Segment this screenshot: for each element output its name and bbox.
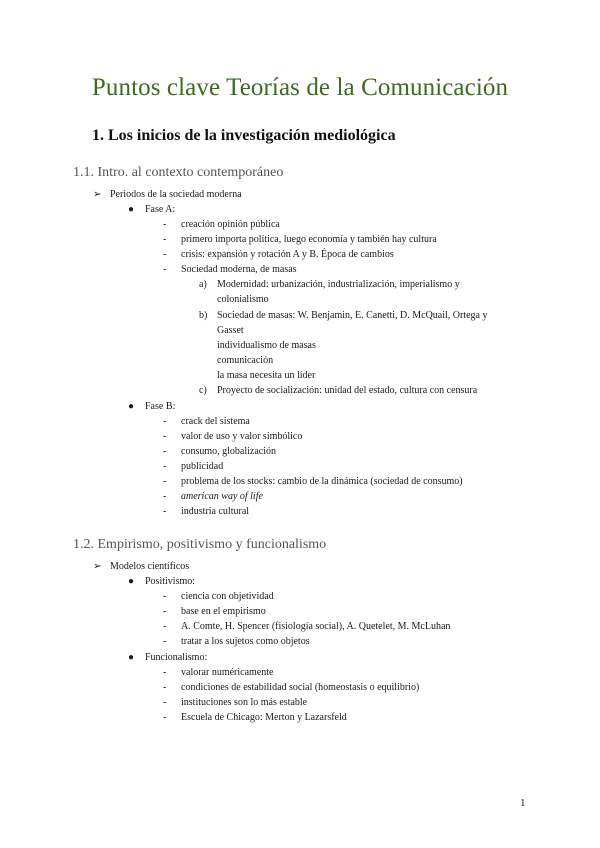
list-item: crisis: expansión y rotación A y B. Época de cambios — [181, 249, 394, 260]
page-number: 1 — [520, 797, 526, 809]
dash-bullet-icon: - — [163, 697, 167, 708]
dash-bullet-icon: - — [163, 506, 167, 517]
dash-bullet-icon: - — [163, 476, 167, 487]
dash-bullet-icon: - — [163, 431, 167, 442]
list-item: valor de uso y valor simbólico — [181, 431, 303, 442]
dot-bullet-icon: ● — [128, 576, 135, 587]
dash-bullet-icon: - — [163, 491, 167, 502]
list-item: problema de los stocks: cambio de la dinámica (sociedad de consumo) — [181, 476, 463, 487]
list-item: creación opinión pública — [181, 219, 280, 230]
list-item: Funcionalismo: — [145, 652, 208, 663]
list-item: valorar numéricamente — [181, 667, 274, 678]
dash-bullet-icon: - — [163, 446, 167, 457]
list-item: Fase B: — [145, 401, 176, 412]
list-item: base en el empirismo — [181, 606, 266, 617]
list-item: ciencia con objetividad — [181, 591, 274, 602]
dash-bullet-icon: - — [163, 621, 167, 632]
list-item: tratar a los sujetos como objetos — [181, 636, 310, 647]
list-item: condiciones de estabilidad social (homeostasis o equilibrio) — [181, 682, 420, 693]
list-item: Escuela de Chicago: Merton y Lazarsfeld — [181, 712, 347, 723]
dash-bullet-icon: - — [163, 606, 167, 617]
dash-bullet-icon: - — [163, 264, 167, 275]
list-item: publicidad — [181, 461, 224, 472]
dash-bullet-icon: - — [163, 234, 167, 245]
dot-bullet-icon: ● — [128, 204, 135, 215]
list-item: instituciones son lo más estable — [181, 697, 308, 708]
list-marker: b) — [199, 310, 208, 321]
subsection-heading: 1.1. Intro. al contexto contemporáneo — [73, 165, 284, 180]
dash-bullet-icon: - — [163, 461, 167, 472]
dash-bullet-icon: - — [163, 712, 167, 723]
document-title: Puntos clave Teorías de la Comunicación — [91, 74, 509, 101]
list-item: Positivismo: — [145, 576, 196, 587]
dot-bullet-icon: ● — [128, 652, 135, 663]
dash-bullet-icon: - — [163, 249, 167, 260]
list-item-continuation: colonialismo — [217, 294, 269, 305]
list-item: Fase A: — [145, 204, 176, 215]
list-item: Proyecto de socialización: unidad del estado, cultura con censura — [217, 385, 478, 396]
list-item: Sociedad de masas: W. Benjamin, E. Canetti, D. McQuail, Ortega y — [217, 310, 488, 321]
dash-bullet-icon: - — [163, 416, 167, 427]
arrow-bullet-icon: ➢ — [93, 561, 102, 572]
list-marker: a) — [199, 279, 207, 290]
list-item-continuation: comunicación — [217, 355, 274, 366]
dash-bullet-icon: - — [163, 667, 167, 678]
subsection-heading: 1.2. Empirismo, positivismo y funcionalismo — [73, 537, 327, 552]
arrow-bullet-icon: ➢ — [93, 189, 102, 200]
list-item: Modelos científicos — [110, 561, 190, 572]
list-marker: c) — [199, 385, 207, 396]
list-item: Modernidad: urbanización, industrialización, imperialismo y — [217, 279, 460, 290]
list-item: primero importa política, luego economía y también hay cultura — [181, 234, 437, 245]
dash-bullet-icon: - — [163, 636, 167, 647]
dash-bullet-icon: - — [163, 219, 167, 230]
list-item-continuation: la masa necesita un líder — [217, 370, 316, 381]
list-item: Sociedad moderna, de masas — [181, 264, 297, 275]
list-item-continuation: individualismo de masas — [217, 340, 316, 351]
dash-bullet-icon: - — [163, 591, 167, 602]
list-item: consumo, globalización — [181, 446, 276, 457]
list-item: Periodos de la sociedad moderna — [110, 189, 242, 200]
list-item: american way of life — [181, 491, 263, 502]
list-item: A. Comte, H. Spencer (fisiología social), A. Quetelet, M. McLuhan — [181, 621, 451, 632]
dash-bullet-icon: - — [163, 682, 167, 693]
section-heading: 1. Los inicios de la investigación mediológica — [92, 127, 396, 144]
list-item-continuation: Gasset — [217, 325, 244, 336]
list-item: industria cultural — [181, 506, 250, 517]
dot-bullet-icon: ● — [128, 401, 135, 412]
list-item: crack del sistema — [181, 416, 250, 427]
